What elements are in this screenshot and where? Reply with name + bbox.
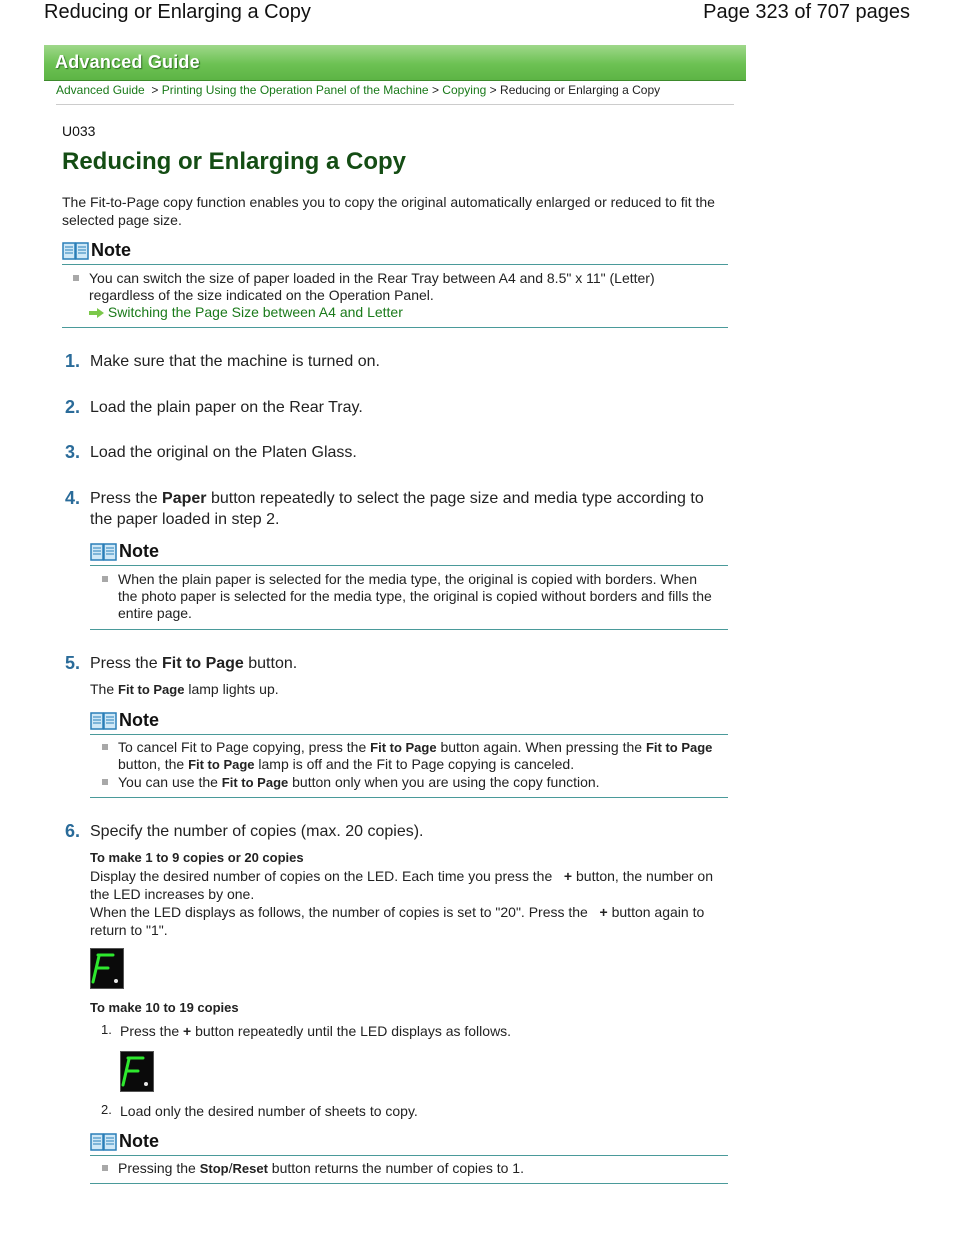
list-item-text bbox=[120, 1022, 511, 1040]
fit-to-page-button-name: Fit to Page bbox=[645, 740, 713, 755]
breadcrumb-sep: > bbox=[489, 83, 497, 97]
copies-text: When the LED displays as follows, the number of copies is set to "20". Press the bbox=[90, 904, 592, 920]
note-text: You can use the bbox=[118, 774, 222, 790]
page-counter: Page 323 of 707 pages bbox=[703, 1, 910, 23]
led-digit bbox=[121, 1052, 153, 1091]
switch-page-size-link[interactable] bbox=[89, 304, 403, 320]
banner-label: Advanced Guide bbox=[55, 52, 200, 72]
note-top-rule bbox=[90, 565, 728, 566]
step-text: Load the original on the Platen Glass. bbox=[90, 444, 357, 461]
note-label: Note bbox=[119, 1131, 159, 1151]
note-text: button only when you are using the copy function. bbox=[288, 774, 600, 790]
book-icon bbox=[90, 1132, 117, 1152]
copies-text: Display the desired number of copies on the LED. Each time you press the bbox=[90, 868, 557, 884]
led-display-image bbox=[120, 1051, 154, 1092]
step-text: Specify the number of copies (max. 20 copies). bbox=[90, 823, 424, 840]
breadcrumb-current: Reducing or Enlarging a Copy bbox=[500, 83, 661, 97]
note-heading bbox=[90, 541, 159, 562]
note-top-rule bbox=[62, 264, 728, 265]
fit-to-page-lamp-name: Fit to Page bbox=[118, 682, 185, 697]
note-heading bbox=[90, 1131, 159, 1152]
note-bullet bbox=[118, 739, 716, 773]
list-text: Press the bbox=[120, 1023, 184, 1039]
note-top-rule bbox=[90, 734, 728, 735]
note-label: Note bbox=[91, 240, 131, 260]
arrow-right-icon bbox=[89, 308, 104, 318]
breadcrumb-sep: > bbox=[151, 83, 159, 97]
breadcrumb bbox=[56, 83, 660, 97]
document-code: U033 bbox=[62, 123, 96, 139]
copies-text: button, the number on the LED increases by one. bbox=[90, 868, 713, 902]
plus-button-name: + bbox=[563, 868, 573, 884]
breadcrumb-link-copying[interactable]: Copying bbox=[442, 83, 487, 97]
step-text: Load the plain paper on the Rear Tray. bbox=[90, 399, 363, 416]
fit-to-page-button-name: Fit to Page bbox=[221, 775, 289, 790]
note-text: lamp is off and the Fit to Page copying is canceled. bbox=[254, 756, 575, 772]
breadcrumb-sep: > bbox=[431, 83, 439, 97]
subheading-10-19-copies: To make 10 to 19 copies bbox=[90, 1000, 239, 1015]
step-number: 2. bbox=[65, 397, 81, 417]
step-text-post: button. bbox=[243, 655, 298, 672]
page-title: Reducing or Enlarging a Copy bbox=[62, 148, 407, 175]
breadcrumb-divider bbox=[56, 104, 734, 105]
step-text: Make sure that the machine is turned on. bbox=[90, 353, 380, 370]
list-text: button repeatedly until the LED displays as follows. bbox=[191, 1023, 512, 1039]
note-heading bbox=[62, 240, 131, 261]
intro-paragraph: The Fit-to-Page copy function enables you to copy the original automatically enlarged or reduced to fit the selected page size. bbox=[62, 194, 715, 228]
book-icon bbox=[90, 711, 117, 731]
breadcrumb-link-advanced-guide[interactable]: Advanced Guide bbox=[56, 83, 145, 97]
fit-to-page-button-name: Fit to Page bbox=[162, 655, 244, 672]
paper-button-name: Paper bbox=[162, 490, 207, 507]
led-digit bbox=[91, 949, 123, 988]
book-icon bbox=[62, 241, 89, 261]
note-bottom-rule bbox=[62, 327, 728, 328]
step-text-post: button repeatedly to select the page size and media type according to the paper loaded in step 2. bbox=[90, 490, 704, 528]
breadcrumb-link-operation-panel[interactable]: Printing Using the Operation Panel of the Machine bbox=[161, 83, 429, 97]
step-text bbox=[90, 653, 297, 674]
note-text: / bbox=[228, 1160, 233, 1176]
note-bottom-rule bbox=[90, 629, 728, 630]
stop-button-name: Stop bbox=[199, 1161, 229, 1176]
note-text: button again. When pressing the bbox=[436, 739, 646, 755]
note-bullet: When the plain paper is selected for the media type, the original is copied with borders. When the photo paper is selected for the media type, the original is copied without borders and fills the entire page. bbox=[118, 571, 716, 622]
list-number: 2. bbox=[101, 1102, 112, 1117]
step-text-pre: Press the bbox=[90, 655, 163, 672]
note-text: You can switch the size of paper loaded in the Rear Tray between A4 and 8.5" x 11" (Letter) regardless of the size indicated on the Operation Panel. bbox=[89, 270, 655, 303]
copies-text: button again to return to "1". bbox=[90, 904, 705, 938]
subtext-post: lamp lights up. bbox=[184, 681, 279, 697]
fit-to-page-button-name: Fit to Page bbox=[370, 740, 437, 755]
led-display-image bbox=[90, 948, 124, 989]
step-text-pre: Press the bbox=[90, 490, 163, 507]
note-bullet bbox=[118, 1160, 716, 1177]
note-label: Note bbox=[119, 541, 159, 561]
reset-button-name: Reset bbox=[232, 1161, 268, 1176]
note-top-rule bbox=[90, 1155, 728, 1156]
note-bottom-rule bbox=[90, 1183, 728, 1184]
step-number: 1. bbox=[65, 351, 81, 371]
note-text: button, the bbox=[118, 756, 189, 772]
fit-to-page-lamp-name: Fit to Page bbox=[188, 757, 255, 772]
subtext-pre: The bbox=[90, 681, 119, 697]
plus-button-name: + bbox=[599, 904, 608, 920]
book-icon bbox=[90, 542, 117, 562]
list-item-text: Load only the desired number of sheets to copy. bbox=[120, 1103, 418, 1119]
list-number: 1. bbox=[101, 1022, 112, 1037]
note-text: To cancel Fit to Page copying, press the bbox=[118, 739, 371, 755]
step-subtext bbox=[90, 680, 279, 699]
copies-1-9-text bbox=[90, 867, 730, 939]
note-bullet bbox=[118, 774, 716, 791]
advanced-guide-banner bbox=[44, 45, 746, 80]
note-text: Pressing the bbox=[118, 1160, 200, 1176]
note-text: button returns the number of copies to 1. bbox=[267, 1160, 524, 1176]
step-text bbox=[90, 488, 730, 530]
step-number: 4. bbox=[65, 488, 81, 508]
switch-page-size-link-text: Switching the Page Size between A4 and Letter bbox=[107, 304, 403, 320]
note-heading bbox=[90, 710, 159, 731]
note-bottom-rule bbox=[90, 797, 728, 798]
note-label: Note bbox=[119, 710, 159, 730]
step-number: 3. bbox=[65, 442, 81, 462]
step-number: 5. bbox=[65, 653, 81, 673]
note-bullet bbox=[89, 270, 709, 321]
subheading-1-9-copies: To make 1 to 9 copies or 20 copies bbox=[90, 850, 304, 865]
step-number: 6. bbox=[65, 821, 81, 841]
plus-button-name: + bbox=[183, 1023, 192, 1039]
page-header-title: Reducing or Enlarging a Copy bbox=[44, 1, 311, 23]
